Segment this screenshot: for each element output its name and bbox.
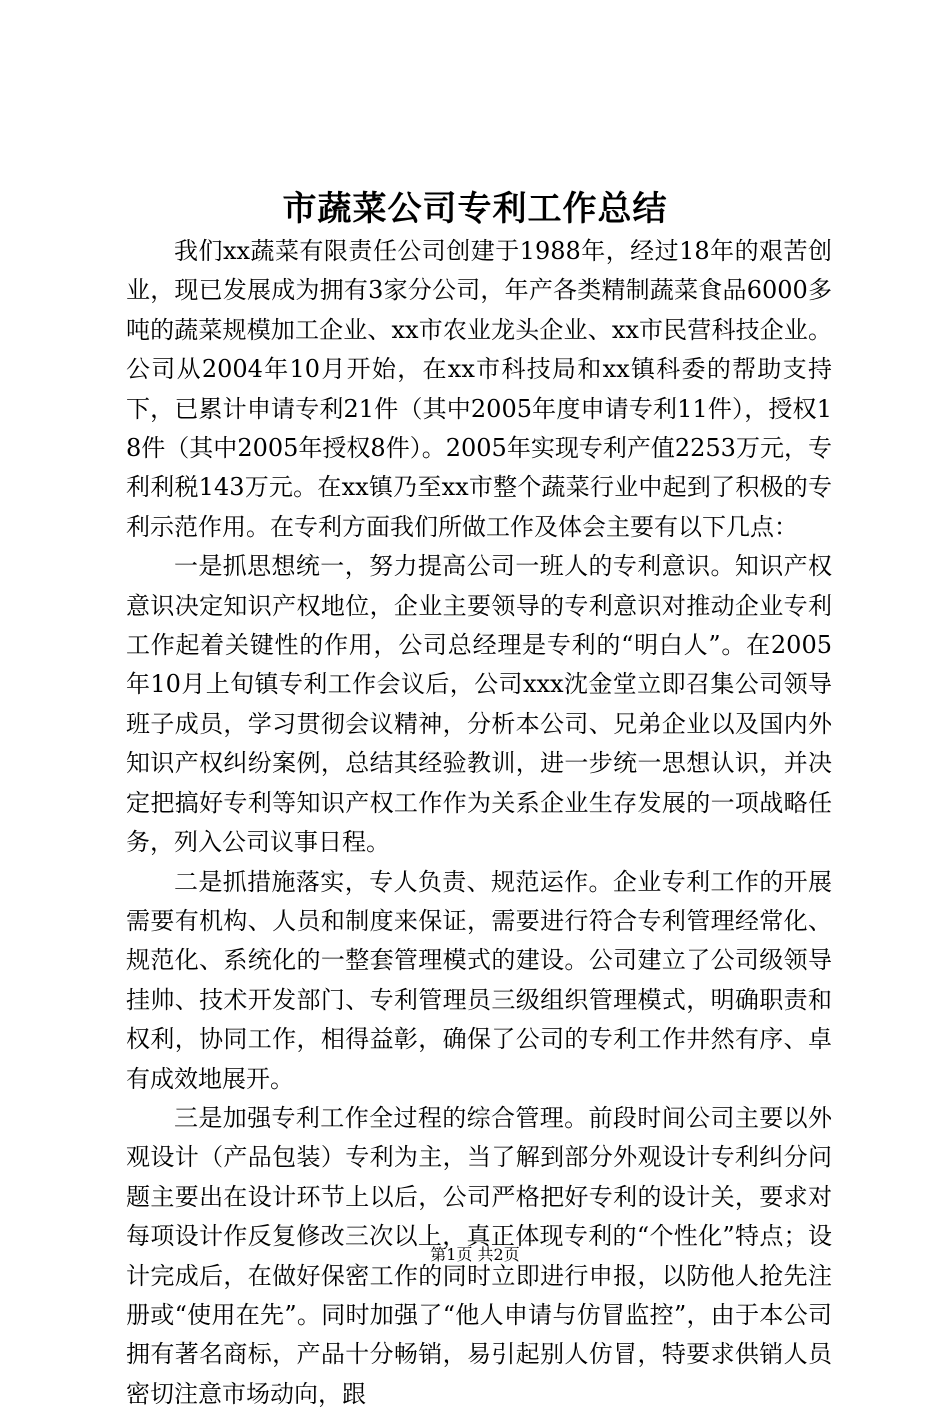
document-title: 市蔬菜公司专利工作总结: [282, 189, 668, 229]
paragraph-intro: 我们xx蔬菜有限责任公司创建于1988年，经过18年的艰苦创业，现已发展成为拥有3家分公司，年产各类精制蔬菜食品6000多吨的蔬菜规模加工企业、xx市农业龙头企业、xx市民营科技企业。公司从2004年10月开始，在xx市科技局和xx镇科委的帮助支持下，已累计申请专利21件（其中2005年度申请专利11件），授权18件（其中2005年授权8件）。2005年实现专利产值2253万元，专利利税143万元。在xx镇乃至xx市整个蔬菜行业中起到了积极的专利示范作用。在专利方面我们所做工作及体会主要有以下几点：: [126, 237, 832, 541]
page-footer: 第1页 共2页: [430, 1245, 520, 1264]
document-body: [126, 232, 832, 1414]
paragraph-point-one: 一是抓思想统一，努力提高公司一班人的专利意识。知识产权意识决定知识产权地位，企业主要领导的专利意识对推动企业专利工作起着关键性的作用，公司总经理是专利的“明白人”。在2005年10月上旬镇专利工作会议后，公司xxx沈金堂立即召集公司领导班子成员，学习贯彻会议精神，分析本公司、兄弟企业以及国内外知识产权纠纷案例，总结其经验教训，进一步统一思想认识，并决定把搞好专利等知识产权工作作为关系企业生存发展的一项战略任务，列入公司议事日程。: [126, 552, 832, 857]
paragraph-point-two: 二是抓措施落实，专人负责、规范运作。企业专利工作的开展需要有机构、人员和制度来保证，需要进行符合专利管理经常化、规范化、系统化的一整套管理模式的建设。公司建立了公司级领导挂帅、技术开发部门、专利管理员三级组织管理模式，明确职责和权利，协同工作，相得益彰，确保了公司的专利工作井然有序、卓有成效地展开。: [126, 867, 832, 1093]
paragraph-point-three: 三是加强专利工作全过程的综合管理。前段时间公司主要以外观设计（产品包装）专利为主，当了解到部分外观设计专利纠分问题主要出在设计环节上以后，公司严格把好专利的设计关，要求对每项设计作反复修改三次以上，真正体现专利的“个性化”特点；设计完成后，在做好保密工作的同时立即进行申报，以防他人抢先注册或“使用在先”。同时加强了“他人申请与仿冒监控”，由于本公司拥有著名商标，产品十分畅销，易引起别人仿冒，特要求供销人员密切注意市场动向，跟: [126, 1103, 832, 1408]
